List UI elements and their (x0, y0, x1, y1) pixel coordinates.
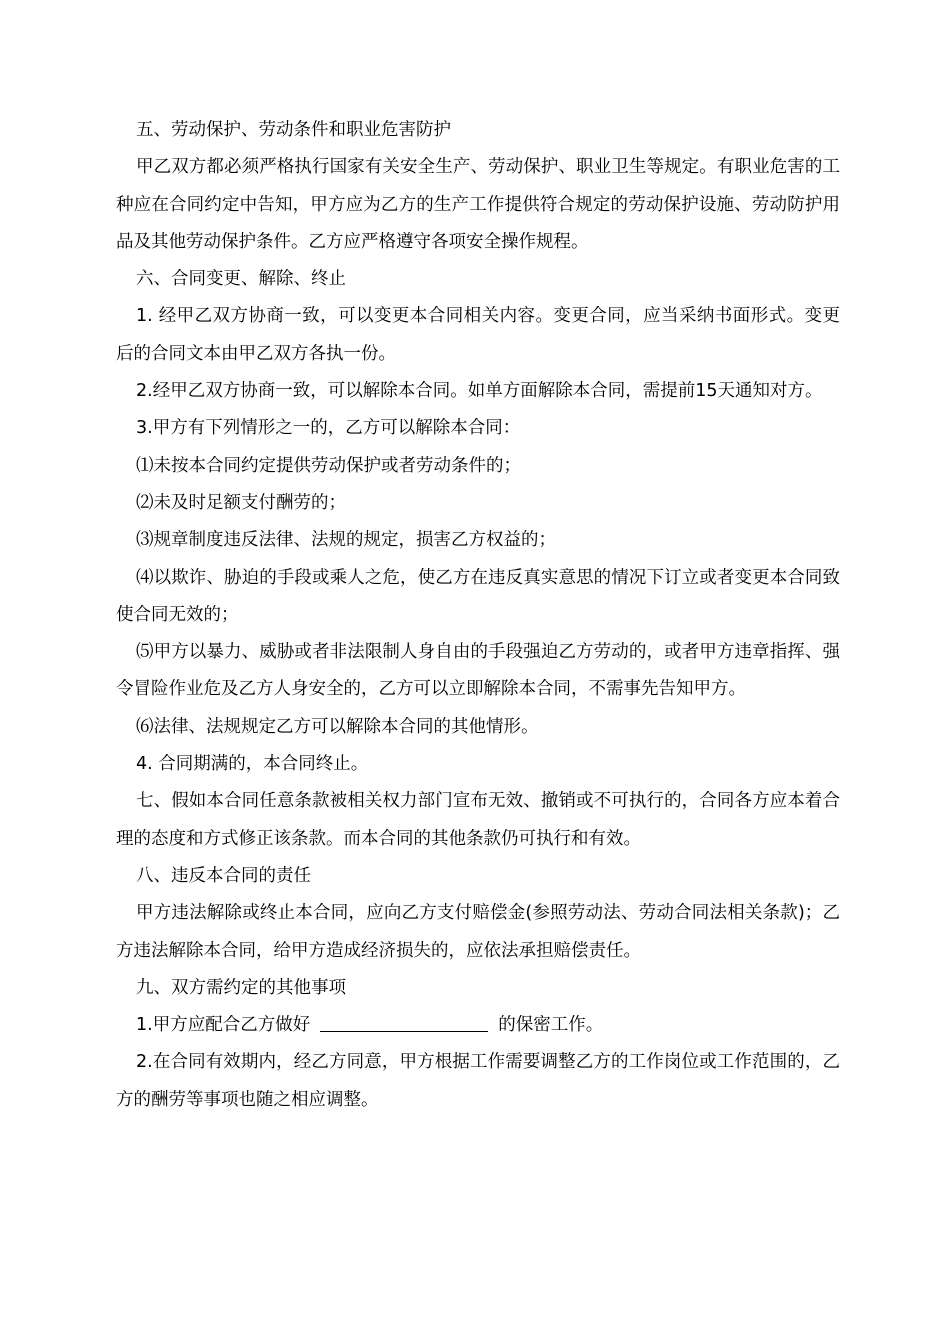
section-6-item-3-sub-2: ⑵未及时足额支付酬劳的； (136, 492, 346, 513)
section-9-heading: 九、双方需约定的其他事项 (136, 977, 346, 998)
section-7: 七、假如本合同任意条款被相关权力部门宣布无效、撤销或不可执行的，合同各方应本着合理的态度和方式修正该条款。而本合同的其他条款仍可执行和有效。 (116, 791, 840, 849)
section-8-heading: 八、违反本合同的责任 (136, 865, 311, 886)
section-9-item-1 (116, 1007, 840, 1044)
fill-in-blank (320, 1013, 488, 1032)
document-page (116, 112, 840, 1119)
section-6-item-3-sub-1: ⑴未按本合同约定提供劳动保护或者劳动条件的； (136, 455, 521, 476)
section-6-item-2: 2.经甲乙双方协商一致，可以解除本合同。如单方面解除本合同，需提前15天通知对方。 (136, 381, 823, 402)
section-6-item-1: 1. 经甲乙双方协商一致，可以变更本合同相关内容。变更合同，应当采纳书面形式。变更后的合同文本由甲乙双方各执一份。 (116, 306, 840, 364)
section-6-item-4: 4. 合同期满的，本合同终止。 (136, 754, 369, 775)
item-9-1-suffix: 的保密工作。 (498, 1015, 604, 1036)
section-6-item-3-sub-6: ⑹法律、法规规定乙方可以解除本合同的其他情形。 (136, 716, 539, 737)
section-6-item-3: 3.甲方有下列情形之一的，乙方可以解除本合同： (136, 418, 521, 439)
section-6-item-3-sub-3: ⑶规章制度违反法律、法规的规定，损害乙方权益的； (136, 530, 556, 551)
section-6-item-3-sub-4: ⑷以欺诈、胁迫的手段或乘人之危，使乙方在违反真实意思的情况下订立或者变更本合同致使合同无效的； (116, 567, 840, 625)
section-5-body: 甲乙双方都必须严格执行国家有关安全生产、劳动保护、职业卫生等规定。有职业危害的工种应在合同约定中告知，甲方应为乙方的生产工作提供符合规定的劳动保护设施、劳动防护用品及其他劳动保护条件。乙方应严格遵守各项安全操作规程。 (116, 157, 840, 252)
section-6-heading: 六、合同变更、解除、终止 (136, 269, 346, 290)
section-5-heading: 五、劳动保护、劳动条件和职业危害防护 (136, 120, 451, 140)
section-6-item-3-sub-5: ⑸甲方以暴力、威胁或者非法限制人身自由的手段强迫乙方劳动的，或者甲方违章指挥、强令冒险作业危及乙方人身安全的，乙方可以立即解除本合同，不需事先告知甲方。 (116, 642, 840, 700)
section-8-body: 甲方违法解除或终止本合同，应向乙方支付赔偿金(参照劳动法、劳动合同法相关条款)；乙方违法解除本合同，给甲方造成经济损失的，应依法承担赔偿责任。 (116, 903, 840, 961)
item-9-1-prefix: 1.甲方应配合乙方做好 (136, 1015, 311, 1036)
section-9-item-2: 2.在合同有效期内，经乙方同意，甲方根据工作需要调整乙方的工作岗位或工作范围的，乙方的酬劳等事项也随之相应调整。 (116, 1052, 840, 1110)
